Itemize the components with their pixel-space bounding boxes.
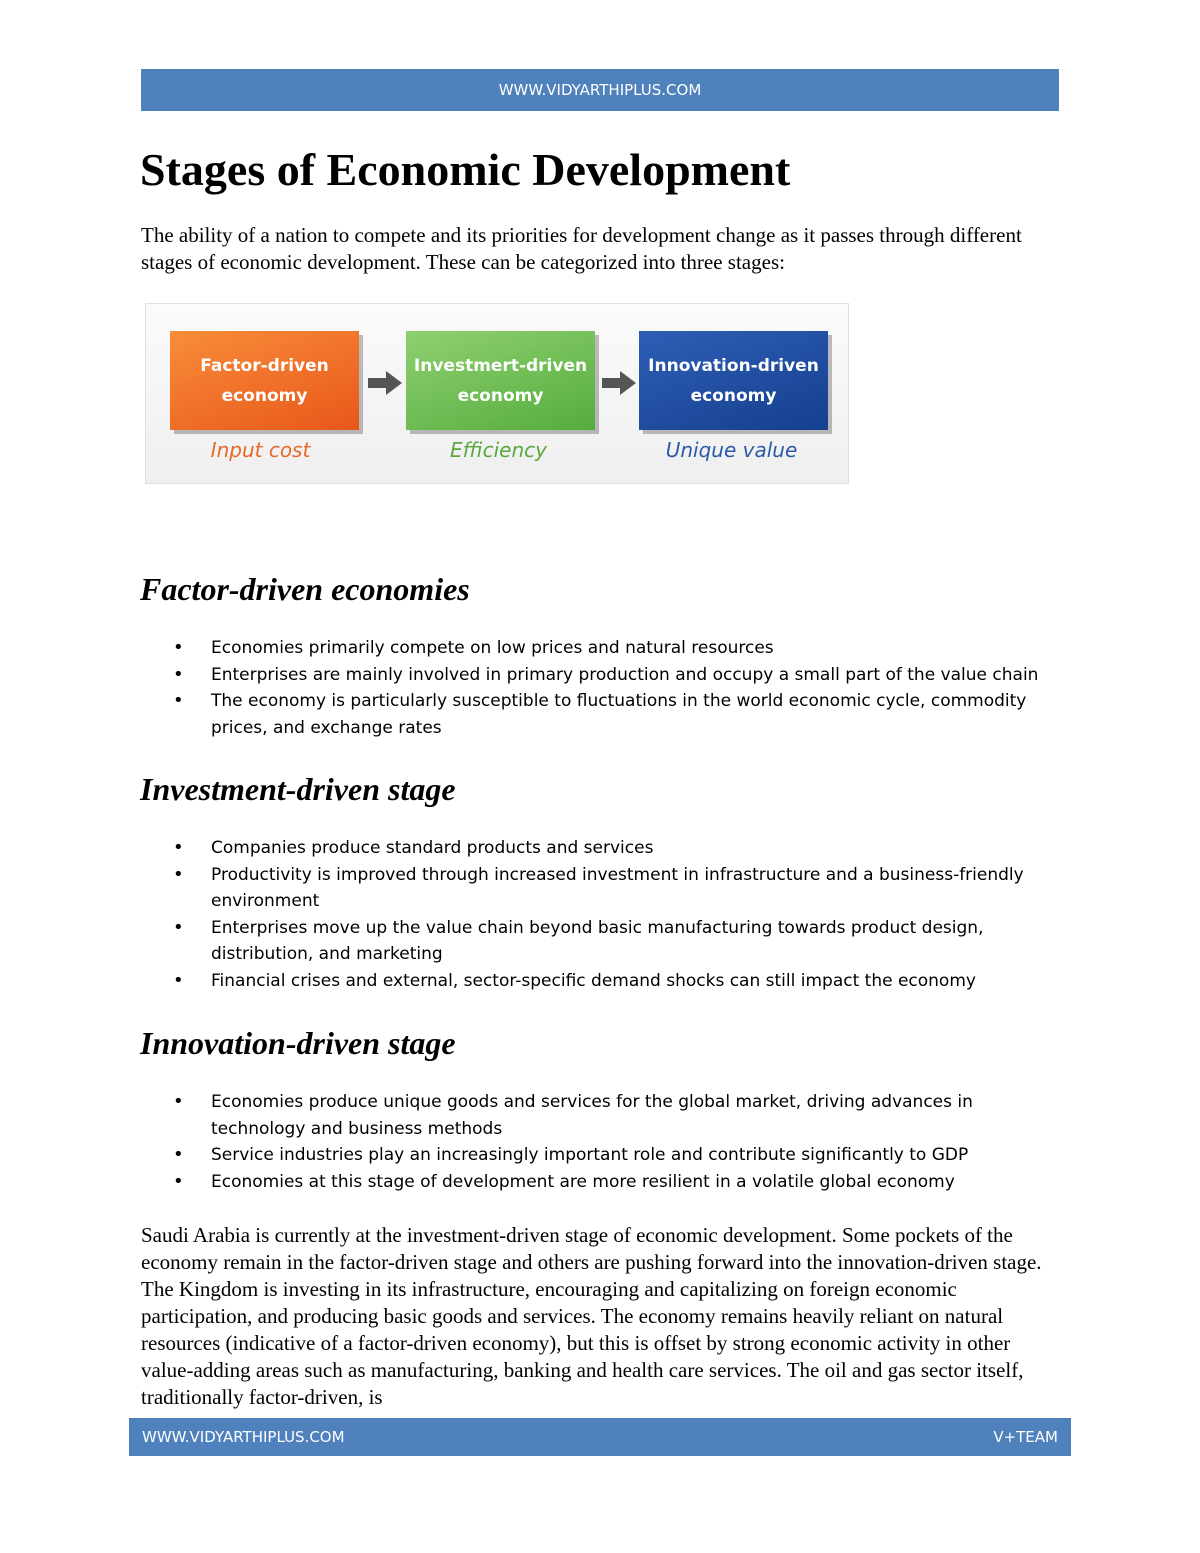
stage-value-label: Input cost (210, 438, 311, 462)
right-arrow-icon (602, 371, 636, 395)
footer-team-label: V+TEAM (993, 1428, 1058, 1446)
stage-box-subtitle: economy (457, 385, 544, 406)
innovation-driven-box (639, 331, 828, 430)
stage-box-title: Factor-driven (200, 355, 329, 376)
right-arrow-icon (368, 371, 402, 395)
stage-box-subtitle: economy (690, 385, 777, 406)
innovation-bullet-list (141, 1089, 1071, 1195)
investment-driven-box (406, 331, 595, 430)
investment-bullet-list (141, 835, 1071, 994)
header-site-link[interactable]: WWW.VIDYARTHIPLUS.COM (498, 81, 702, 99)
closing-paragraph: Saudi Arabia is currently at the investment-driven stage of economic development. Some pockets of the economy remain in the factor-driven stage and others are pushing forward into the innovation-driven stage. The Kingdom is investing in its infrastructure, encouraging and capitalizing on foreign economic participation, and producing basic goods and services. The economy remains heavily reliant on natural resources (indicative of a factor-driven economy), but this is offset by strong economic activity in other value-adding areas such as manufacturing, banking and health care services. The oil and gas sector itself, traditionally factor-driven, is (141, 1223, 1042, 1409)
list-item: • Enterprises are mainly involved in primary production and occupy a small part of the value chain (141, 662, 1071, 689)
intro-paragraph: The ability of a nation to compete and its priorities for development change as it passes through different stages of economic development. These can be categorized into three stages: (141, 223, 1022, 274)
list-item: • Service industries play an increasingly important role and contribute significantly to GDP (141, 1142, 1071, 1169)
page-title: Stages of Economic Development (140, 144, 791, 195)
footer-site-link[interactable]: WWW.VIDYARTHIPLUS.COM (142, 1428, 345, 1446)
section-heading-factor: Factor-driven economies (140, 571, 470, 607)
list-item: • Companies produce standard products and services (141, 835, 1071, 862)
list-item: • Economies at this stage of development are more resilient in a volatile global economy (141, 1169, 1071, 1196)
stage-box-subtitle: economy (221, 385, 308, 406)
section-heading-investment: Investment-driven stage (140, 771, 456, 807)
factor-bullet-list (141, 635, 1071, 741)
stage-box-title: Innovation-driven (648, 355, 819, 376)
stage-value-label: Efficiency (450, 438, 547, 462)
list-item: • The economy is particularly susceptible to fluctuations in the world economic cycle, commodity prices, and exchange rates (141, 688, 1071, 741)
list-item: • Productivity is improved through increased investment in infrastructure and a business-friendly environment (141, 862, 1071, 915)
list-item: • Economies primarily compete on low prices and natural resources (141, 635, 1071, 662)
stages-diagram (145, 303, 849, 484)
factor-driven-box (170, 331, 359, 430)
header-banner (141, 69, 1059, 111)
list-item: • Financial crises and external, sector-specific demand shocks can still impact the economy (141, 968, 1071, 995)
list-item: • Enterprises move up the value chain beyond basic manufacturing towards product design, distribution, and marketing (141, 915, 1071, 968)
stage-value-label: Unique value (665, 438, 798, 462)
section-heading-innovation: Innovation-driven stage (140, 1025, 456, 1061)
list-item: • Economies produce unique goods and services for the global market, driving advances in technology and business methods (141, 1089, 1071, 1142)
footer-banner (129, 1418, 1071, 1456)
stage-box-title: Investmert-driven (413, 355, 588, 376)
